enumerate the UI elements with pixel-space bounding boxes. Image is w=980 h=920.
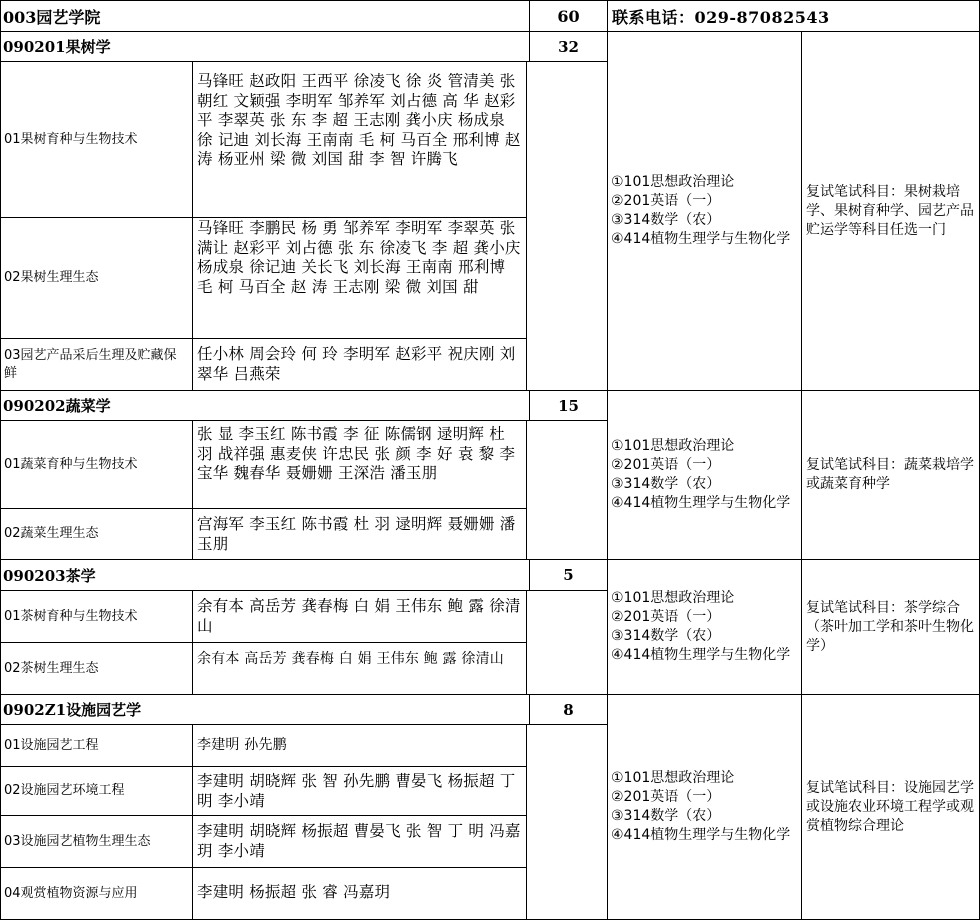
exam-subjects [607, 694, 802, 920]
exam-subjects [607, 559, 802, 695]
college-title: 003园艺学院 [0, 0, 530, 32]
major-quota: 5 [529, 559, 608, 591]
exam-subjects [607, 31, 802, 391]
advisor-list: 余有本 高岳芳 龚春梅 白 娟 王伟东 鲍 露 徐清山 [192, 590, 527, 643]
direction-name: 01果树育种与生物技术 [0, 61, 193, 218]
exam-subject: ④414植物生理学与生物化学 [611, 231, 791, 247]
advisor-list: 李建明 胡晓辉 杨振超 曹晏飞 张 智 丁 明 冯嘉玥 李小靖 [192, 815, 527, 868]
exam-subject: ③314数学（农） [611, 212, 721, 228]
advisor-list: 李建明 杨振超 张 睿 冯嘉玥 [192, 867, 527, 920]
exam-subject: ③314数学（农） [611, 476, 721, 492]
advisor-list: 李建明 胡晓辉 张 智 孙先鹏 曹晏飞 杨振超 丁 明 李小靖 [192, 766, 527, 816]
exam-subject: ③314数学（农） [611, 808, 721, 824]
exam-subject: ①101思想政治理论 [611, 590, 735, 606]
exam-subject: ①101思想政治理论 [611, 174, 735, 190]
empty-cell [526, 420, 608, 560]
direction-name: 01茶树育种与生物技术 [0, 590, 193, 643]
retest-subjects: 复试笔试科目：果树栽培学、果树育种学、园艺产品贮运学等科目任选一门 [801, 31, 980, 391]
retest-subjects: 复试笔试科目：茶学综合（茶叶加工学和茶叶生物化学） [801, 559, 980, 695]
direction-name: 02茶树生理生态 [0, 642, 193, 695]
direction-name: 02设施园艺环境工程 [0, 766, 193, 816]
exam-subjects [607, 390, 802, 560]
retest-subjects: 复试笔试科目：蔬菜栽培学或蔬菜育种学 [801, 390, 980, 560]
exam-subject: ②201英语（一） [611, 193, 721, 209]
direction-name: 04观赏植物资源与应用 [0, 867, 193, 920]
major-name: 090201果树学 [0, 31, 530, 62]
exam-subject: ②201英语（一） [611, 789, 721, 805]
direction-name: 03园艺产品采后生理及贮藏保鲜 [0, 338, 193, 391]
exam-subject: ②201英语（一） [611, 609, 721, 625]
major-name: 090203茶学 [0, 559, 530, 591]
exam-subject: ③314数学（农） [611, 628, 721, 644]
advisor-list: 宫海军 李玉红 陈书霞 杜 羽 逯明辉 聂姗姗 潘玉朋 [192, 508, 527, 560]
advisor-list: 马锋旺 赵政阳 王西平 徐凌飞 徐 炎 管清美 张朝红 文颖强 李明军 邹养军 刘占德 高 华 赵彩平 李翠英 张 东 李 超 王志刚 龚小庆 杨成泉 徐 记迪 刘长海 王南南 毛 柯 马百全 邢利博 赵 涛 杨亚州 梁 微 刘国 甜 李 智 许腾飞 [192, 61, 527, 218]
advisor-list: 马锋旺 李鹏民 杨 勇 邹养军 李明军 李翠英 张满让 赵彩平 刘占德 张 东 徐凌飞 李 超 龚小庆 杨成泉 徐记迪 关长飞 刘长海 王南南 邢利博 毛 柯 马百全 赵 涛 王志刚 梁 微 刘国 甜 [192, 217, 527, 339]
exam-subject: ④414植物生理学与生物化学 [611, 495, 791, 511]
major-quota: 8 [529, 694, 608, 725]
college-total: 60 [529, 0, 608, 32]
direction-name: 02果树生理生态 [0, 217, 193, 339]
exam-subject: ①101思想政治理论 [611, 438, 735, 454]
direction-name: 01蔬菜育种与生物技术 [0, 420, 193, 509]
direction-name: 02蔬菜生理生态 [0, 508, 193, 560]
advisor-list: 李建明 孙先鹏 [192, 724, 527, 767]
major-quota: 32 [529, 31, 608, 62]
exam-subject: ①101思想政治理论 [611, 770, 735, 786]
major-quota: 15 [529, 390, 608, 421]
empty-cell [526, 61, 608, 391]
direction-name: 01设施园艺工程 [0, 724, 193, 767]
major-name: 090202蔬菜学 [0, 390, 530, 421]
retest-subjects: 复试笔试科目：设施园艺学或设施农业环境工程学或观赏植物综合理论 [801, 694, 980, 920]
exam-subject: ④414植物生理学与生物化学 [611, 647, 791, 663]
exam-subject: ④414植物生理学与生物化学 [611, 827, 791, 843]
advisor-list: 张 显 李玉红 陈书霞 李 征 陈儒钢 逯明辉 杜 羽 战祥强 惠麦侠 许忠民 张 颜 李 好 袁 黎 李宝华 魏春华 聂姗姗 王深浩 潘玉朋 [192, 420, 527, 509]
exam-subject: ②201英语（一） [611, 457, 721, 473]
empty-cell [526, 590, 608, 695]
advisor-list: 任小林 周会玲 何 玲 李明军 赵彩平 祝庆刚 刘翠华 吕燕荣 [192, 338, 527, 391]
empty-cell [526, 724, 608, 920]
direction-name: 03设施园艺植物生理生态 [0, 815, 193, 868]
advisor-list: 余有本 高岳芳 龚春梅 白 娟 王伟东 鲍 露 徐清山 [192, 642, 527, 695]
contact-phone: 联系电话：029-87082543 [607, 0, 980, 32]
major-name: 0902Z1设施园艺学 [0, 694, 530, 725]
